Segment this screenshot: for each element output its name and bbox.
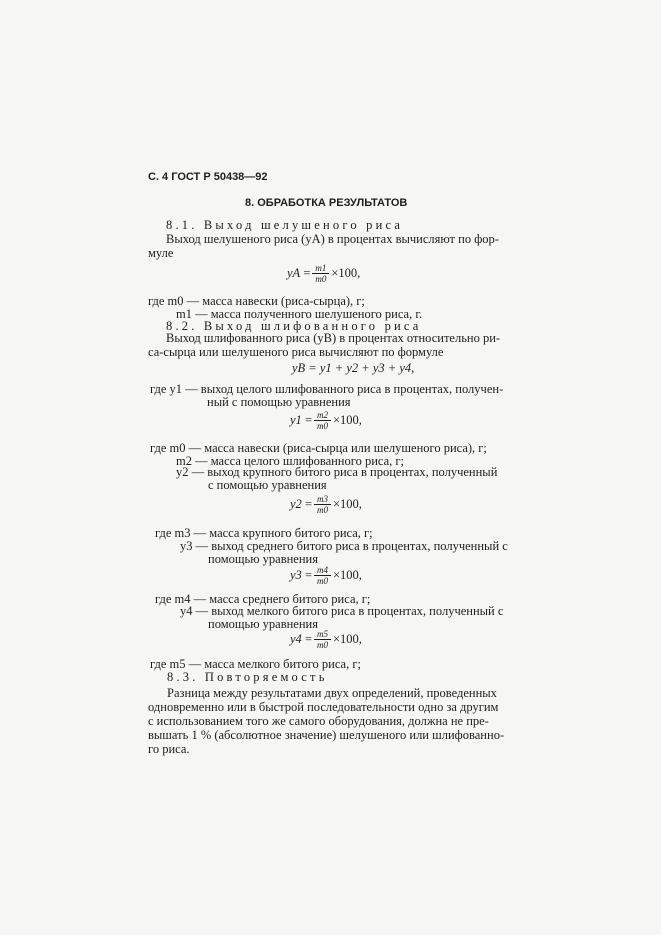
- m2-definition: m2 — масса целого шлифованного риса, г;: [176, 454, 404, 468]
- s82-paragraph-line1: Выход шлифованного риса (уВ) в процентах относительно ри-: [166, 331, 501, 345]
- y1-definition-line1: где у1 — выход целого шлифованного риса в процентах, получен-: [150, 382, 504, 396]
- m3-definition: где m3 — масса крупного битого риса, г;: [155, 526, 373, 540]
- y3-definition-line1: у3 — выход среднего битого риса в процентах, полученный с: [180, 539, 508, 553]
- s83-line2: одновременно или в быстрой последовательности одно за другим: [148, 700, 499, 714]
- formula-yield-hulled: уА = $\frac{m1}{m0}$ ×100,: [287, 263, 361, 284]
- section-title: 8. ОБРАБОТКА РЕЗУЛЬТАТОВ: [245, 197, 408, 209]
- y2-definition-line2: с помощью уравнения: [208, 478, 327, 492]
- s83-line1: Разница между результатами двух определений, проведенных: [167, 686, 497, 700]
- heading-8-3: 8.3. Повторяемость: [167, 670, 328, 684]
- heading-8-2: 8.2. Выход шлифованного риса: [166, 319, 422, 333]
- m4-definition: где m4 — масса среднего битого риса, г;: [155, 592, 371, 606]
- s83-line5: го риса.: [148, 742, 190, 756]
- where-m1: m1 — масса полученного шелушеного риса, г.: [176, 307, 423, 321]
- y2-definition-line1: у2 — выход крупного битого риса в процентах, полученный: [176, 465, 498, 479]
- y3-definition-line2: помощью уравнения: [208, 552, 318, 566]
- s81-paragraph-line1: Выход шелушеного риса (уА) в процентах вычисляют по фор-: [166, 232, 499, 246]
- m0-definition: где m0 — масса навески (риса-сырца или шелушеного риса), г;: [150, 441, 487, 455]
- formula-y2: у2 = $\frac{m3}{m0}$ ×100,: [290, 494, 362, 515]
- formula-y4: у4 = $\frac{m5}{m0}$ ×100,: [290, 629, 362, 650]
- s81-paragraph-line2: муле: [148, 246, 174, 260]
- page-header: С. 4 ГОСТ Р 50438—92: [148, 171, 268, 183]
- fraction: $\frac{m1}{m0}$: [312, 263, 329, 284]
- formula-sum: уВ = у1 + у2 + у3 + у4,: [292, 361, 415, 375]
- heading-8-1: 8.1. Выход шелушеного риса: [166, 218, 404, 232]
- y4-definition-line2: помощью уравнения: [208, 617, 318, 631]
- s83-line4: вышать 1 % (абсолютное значение) шелушеного или шлифованно-: [148, 728, 505, 742]
- s82-paragraph-line2: са-сырца или шелушеного риса вычисляют по формуле: [148, 345, 444, 359]
- where-m0: где m0 — масса навески (риса-сырца), г;: [148, 294, 365, 308]
- formula-lhs: уА: [287, 266, 301, 280]
- m5-definition: где m5 — масса мелкого битого риса, г;: [150, 657, 361, 671]
- y4-definition-line1: у4 — выход мелкого битого риса в процентах, полученный с: [180, 604, 504, 618]
- y1-definition-line2: ный с помощью уравнения: [207, 395, 351, 409]
- formula-y3: у3 = $\frac{m4}{m0}$ ×100,: [290, 565, 362, 586]
- formula-y1: у1 = $\frac{m2}{m0}$ ×100,: [290, 410, 362, 431]
- formula-rhs: ×100,: [331, 266, 361, 280]
- s83-line3: с использованием того же самого оборудования, должна не пре-: [148, 714, 489, 728]
